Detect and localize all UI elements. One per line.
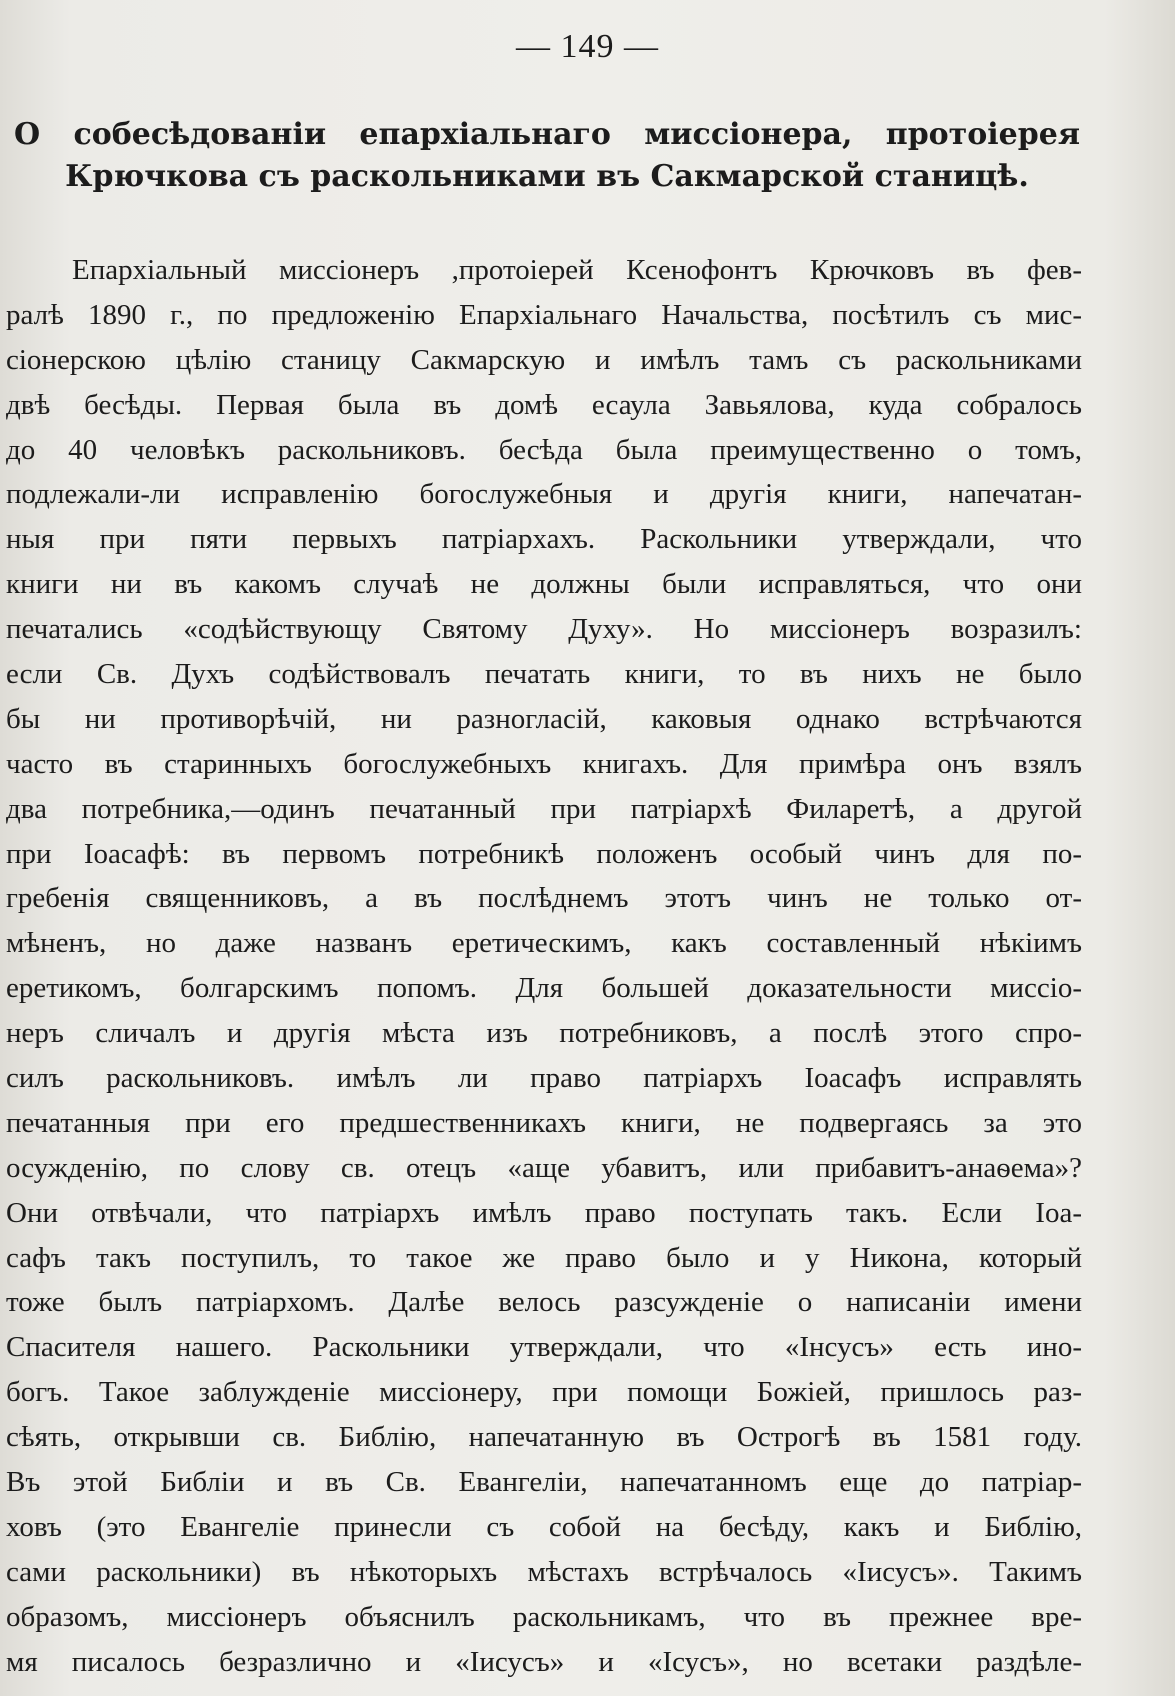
- text-line: ховъ (это Евангеліе принесли съ собой на бесѣду, какъ и Библію,: [6, 1510, 1082, 1543]
- text-line: тоже былъ патріархомъ. Далѣе велось разсужденіе о написаніи имени: [6, 1286, 1082, 1319]
- text-line: два потребника,—одинъ печатанный при патріархѣ Филаретѣ, а другой: [6, 792, 1082, 825]
- text-line: еретикомъ, болгарскимъ попомъ. Для большей доказательности миссіо-: [6, 972, 1082, 1005]
- text-line: осужденію, по слову св. отецъ «аще убавитъ, или прибавитъ-анаѳема»?: [6, 1151, 1082, 1184]
- text-line: Они отвѣчали, что патріархъ имѣлъ право поступать такъ. Если Іоа-: [6, 1196, 1082, 1229]
- text-line: ныя при пяти первыхъ патріархахъ. Раскольники утверждали, что: [6, 523, 1082, 556]
- text-line: мя писалось безразлично и «Іисусъ» и «Ісусъ», но всетаки раздѣле-: [6, 1645, 1082, 1678]
- text-line: сафъ такъ поступилъ, то такое же право было и у Никона, который: [6, 1241, 1082, 1274]
- text-line: до 40 человѣкъ раскольниковъ. бесѣда была преимущественно о томъ,: [6, 433, 1082, 466]
- text-line: печатанныя при его предшественникахъ книги, не подвергаясь за это: [6, 1106, 1082, 1139]
- text-line: сѣять, открывши св. Библію, напечатанную въ Острогѣ въ 1581 году.: [6, 1421, 1082, 1454]
- article-heading: О собесѣдованіи епархіальнаго миссіонера, протоіерея Крючкова съ раскольниками въ Сакмарской станицѣ.: [14, 117, 1080, 194]
- text-line: гребенія священниковъ, а въ послѣднемъ этотъ чинъ не только от-: [6, 882, 1082, 915]
- text-line: часто въ старинныхъ богослужебныхъ книгахъ. Для примѣра онъ взялъ: [6, 747, 1082, 780]
- text-line: сіонерскою цѣлію станицу Сакмарскую и имѣлъ тамъ съ раскольниками: [6, 343, 1082, 376]
- text-line: подлежали-ли исправленію богослужебныя и другія книги, напечатан-: [6, 478, 1082, 511]
- text-line: при Іоасафѣ: въ первомъ потребникѣ положенъ особый чинъ для по-: [6, 837, 1082, 870]
- text-line: ралѣ 1890 г., по предложенію Епархіальнаго Начальства, посѣтилъ съ мис-: [6, 298, 1082, 331]
- text-line: силъ раскольниковъ. имѣлъ ли право патріархъ Іоасафъ исправлять: [6, 1062, 1082, 1095]
- text-line: сами раскольники) въ нѣкоторыхъ мѣстахъ встрѣчалось «Іисусъ». Такимъ: [6, 1555, 1082, 1588]
- text-line: книги ни въ какомъ случаѣ не должны были исправляться, что они: [6, 568, 1082, 601]
- text-line: Епархіальный миссіонеръ ,протоіерей Ксенофонтъ Крючковъ въ фев-: [72, 254, 1082, 286]
- text-line: богъ. Такое заблужденіе миссіонеру, при помощи Божіей, пришлось раз-: [6, 1376, 1082, 1409]
- page-number: — 149 —: [516, 28, 659, 65]
- text-line: мѣненъ, но даже названъ еретическимъ, какъ составленный нѣкіимъ: [6, 927, 1082, 960]
- text-line: неръ сличалъ и другія мѣста изъ потребниковъ, а послѣ этого спро-: [6, 1017, 1082, 1050]
- text-line: бы ни противорѣчій, ни разногласій, каковыя однако встрѣчаются: [6, 702, 1082, 735]
- body-text: [6, 248, 1082, 1685]
- text-line: Спасителя нашего. Раскольники утверждали, что «Інсусъ» есть ино-: [6, 1331, 1082, 1364]
- text-line: Въ этой Библіи и въ Св. Евангеліи, напечатанномъ еще до патріар-: [6, 1466, 1082, 1499]
- text-line: печатались «содѣйствующу Святому Духу». Но миссіонеръ возразилъ:: [6, 613, 1082, 646]
- text-line: образомъ, миссіонеръ объяснилъ раскольникамъ, что въ прежнее вре-: [6, 1600, 1082, 1633]
- text-line: двѣ бесѣды. Первая была въ домѣ есаула Завьялова, куда собралось: [6, 388, 1082, 421]
- text-line: если Св. Духъ содѣйствовалъ печатать книги, то въ нихъ не было: [6, 658, 1082, 691]
